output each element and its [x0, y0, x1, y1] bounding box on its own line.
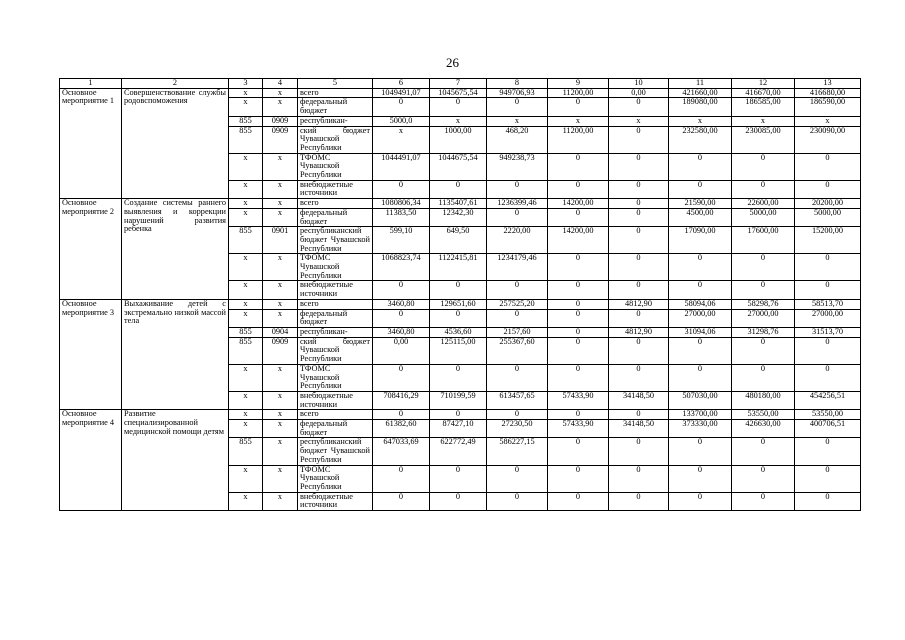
amount-cell: 0	[609, 199, 669, 209]
amount-cell: 14200,00	[548, 199, 609, 209]
section-code: x	[263, 410, 298, 420]
amount-cell: 586227,15	[487, 438, 548, 465]
amount-cell: 22600,00	[732, 199, 795, 209]
grbs-code: x	[229, 492, 263, 510]
amount-cell: 0,00	[609, 88, 669, 98]
amount-cell: 0	[732, 337, 795, 364]
amount-cell: 4812,90	[609, 299, 669, 309]
amount-cell: 257525,20	[487, 299, 548, 309]
amount-cell: 0	[548, 465, 609, 492]
amount-cell: 0	[430, 281, 487, 299]
amount-cell: 0	[487, 465, 548, 492]
amount-cell: 0	[487, 180, 548, 198]
amount-cell: 58298,76	[732, 299, 795, 309]
amount-cell: 14200,00	[548, 227, 609, 254]
section-code: 0909	[263, 116, 298, 126]
section-code: x	[263, 281, 298, 299]
funding-source: федеральный бюджет	[298, 208, 373, 226]
amount-cell: 0	[373, 309, 430, 327]
amount-cell: 27000,00	[795, 309, 861, 327]
amount-cell: 0	[548, 410, 609, 420]
funding-source: федеральный бюджет	[298, 420, 373, 438]
amount-cell: 0	[669, 281, 732, 299]
amount-cell: 454256,51	[795, 391, 861, 409]
section-code: 0909	[263, 337, 298, 364]
grbs-code: x	[229, 364, 263, 391]
section-code: x	[263, 180, 298, 198]
grbs-code: x	[229, 420, 263, 438]
event-name: Выхаживание детей с экстремально низкой массой тела	[122, 299, 229, 409]
page-number: 26	[446, 55, 459, 70]
table-row	[60, 410, 861, 420]
grbs-code: x	[229, 465, 263, 492]
amount-cell: 0	[732, 492, 795, 510]
amount-cell: 0	[609, 438, 669, 465]
amount-cell: 1044675,54	[430, 153, 487, 180]
amount-cell: 0	[795, 465, 861, 492]
column-number-11: 11	[669, 79, 732, 89]
column-number-5: 5	[298, 79, 373, 89]
table-row	[60, 299, 861, 309]
amount-cell: 468,20	[487, 126, 548, 153]
funding-source: республикан-	[298, 327, 373, 337]
amount-cell: 17090,00	[669, 227, 732, 254]
amount-cell: 3460,80	[373, 299, 430, 309]
amount-cell: 0	[609, 126, 669, 153]
amount-cell: 0	[669, 153, 732, 180]
amount-cell: 5000,0	[373, 116, 430, 126]
grbs-code: 855	[229, 337, 263, 364]
amount-cell: 0	[548, 492, 609, 510]
section-code: x	[263, 98, 298, 116]
header-row	[60, 79, 861, 89]
amount-cell: 61382,60	[373, 420, 430, 438]
section-code: x	[263, 492, 298, 510]
financing-table	[59, 78, 861, 511]
amount-cell: 87427,10	[430, 420, 487, 438]
amount-cell: 710199,59	[430, 391, 487, 409]
amount-cell: 11383,50	[373, 208, 430, 226]
grbs-code: x	[229, 208, 263, 226]
amount-cell: 1080806,34	[373, 199, 430, 209]
grbs-code: x	[229, 281, 263, 299]
amount-cell: 0	[487, 98, 548, 116]
amount-cell: 0	[609, 410, 669, 420]
amount-cell: 0	[669, 364, 732, 391]
amount-cell: 1049491,07	[373, 88, 430, 98]
funding-source: всего	[298, 199, 373, 209]
amount-cell: 0	[548, 208, 609, 226]
grbs-code: x	[229, 309, 263, 327]
amount-cell: 1122415,81	[430, 254, 487, 281]
amount-cell: 0	[669, 438, 732, 465]
amount-cell: 0	[795, 364, 861, 391]
funding-source: федеральный бюджет	[298, 98, 373, 116]
amount-cell: 186590,00	[795, 98, 861, 116]
section-code: x	[263, 199, 298, 209]
amount-cell: 0	[669, 492, 732, 510]
amount-cell: x	[373, 126, 430, 153]
amount-cell: 0	[795, 281, 861, 299]
event-label: Основное мероприятие 4	[60, 410, 122, 511]
amount-cell: 0	[732, 438, 795, 465]
amount-cell: 0	[609, 254, 669, 281]
amount-cell: 12342,30	[430, 208, 487, 226]
amount-cell: x	[487, 116, 548, 126]
funding-source: республиканский бюджет Чувашской Республики	[298, 438, 373, 465]
amount-cell: 4812,90	[609, 327, 669, 337]
funding-source: всего	[298, 410, 373, 420]
amount-cell: 0	[609, 227, 669, 254]
amount-cell: 15200,00	[795, 227, 861, 254]
column-number-3: 3	[229, 79, 263, 89]
amount-cell: 0	[430, 492, 487, 510]
funding-source: ский бюджет Чувашской Республики	[298, 126, 373, 153]
funding-source: ТФОМС Чувашской Республики	[298, 153, 373, 180]
amount-cell: 0	[373, 281, 430, 299]
amount-cell: 17600,00	[732, 227, 795, 254]
amount-cell: 0	[795, 153, 861, 180]
event-name: Совершенствование службы родовспоможения	[122, 88, 229, 198]
amount-cell: 34148,50	[609, 420, 669, 438]
amount-cell: x	[609, 116, 669, 126]
amount-cell: 0	[732, 281, 795, 299]
amount-cell: 20200,00	[795, 199, 861, 209]
amount-cell: 57433,90	[548, 391, 609, 409]
amount-cell: 0	[795, 438, 861, 465]
amount-cell: 0	[430, 180, 487, 198]
amount-cell: 0	[548, 254, 609, 281]
amount-cell: 133700,00	[669, 410, 732, 420]
funding-source: федеральный бюджет	[298, 309, 373, 327]
amount-cell: 1135407,61	[430, 199, 487, 209]
amount-cell: 649,50	[430, 227, 487, 254]
amount-cell: 0	[487, 281, 548, 299]
amount-cell: 400706,51	[795, 420, 861, 438]
amount-cell: 0	[795, 180, 861, 198]
amount-cell: 0	[609, 309, 669, 327]
amount-cell: 27230,50	[487, 420, 548, 438]
amount-cell: 1068823,74	[373, 254, 430, 281]
amount-cell: 189080,00	[669, 98, 732, 116]
column-number-4: 4	[263, 79, 298, 89]
amount-cell: 5000,00	[732, 208, 795, 226]
grbs-code: x	[229, 180, 263, 198]
amount-cell: 3460,80	[373, 327, 430, 337]
amount-cell: 232580,00	[669, 126, 732, 153]
column-number-10: 10	[609, 79, 669, 89]
grbs-code: x	[229, 153, 263, 180]
amount-cell: 27000,00	[732, 309, 795, 327]
amount-cell: 0	[373, 180, 430, 198]
amount-cell: 0	[548, 309, 609, 327]
amount-cell: 0	[430, 98, 487, 116]
amount-cell: 0	[609, 153, 669, 180]
funding-source: ТФОМС Чувашской Республики	[298, 254, 373, 281]
event-name: Создание системы раннего выявления и коррекции нарушений развития ребенка	[122, 199, 229, 300]
amount-cell: 708416,29	[373, 391, 430, 409]
amount-cell: 0	[732, 153, 795, 180]
amount-cell: 0,00	[373, 337, 430, 364]
column-number-2: 2	[122, 79, 229, 89]
amount-cell: 0	[669, 337, 732, 364]
amount-cell: 27000,00	[669, 309, 732, 327]
amount-cell: 230085,00	[732, 126, 795, 153]
amount-cell: 31094,06	[669, 327, 732, 337]
grbs-code: x	[229, 88, 263, 98]
amount-cell: 0	[609, 180, 669, 198]
amount-cell: 0	[430, 465, 487, 492]
event-name: Развитие специализированной медицинской помощи детям	[122, 410, 229, 511]
amount-cell: 1234179,46	[487, 254, 548, 281]
amount-cell: 0	[609, 364, 669, 391]
amount-cell: 0	[487, 364, 548, 391]
funding-source: республикан-	[298, 116, 373, 126]
amount-cell: 58513,70	[795, 299, 861, 309]
amount-cell: x	[732, 116, 795, 126]
amount-cell: 1044491,07	[373, 153, 430, 180]
amount-cell: 0	[669, 465, 732, 492]
amount-cell: 0	[548, 153, 609, 180]
column-number-8: 8	[487, 79, 548, 89]
amount-cell: 1000,00	[430, 126, 487, 153]
amount-cell: 0	[548, 364, 609, 391]
section-code: 0901	[263, 227, 298, 254]
event-label: Основное мероприятие 3	[60, 299, 122, 409]
amount-cell: 4500,00	[669, 208, 732, 226]
funding-source: ТФОМС Чувашской Республики	[298, 465, 373, 492]
section-code: 0904	[263, 327, 298, 337]
amount-cell: 0	[487, 309, 548, 327]
section-code: x	[263, 254, 298, 281]
amount-cell: 0	[373, 465, 430, 492]
amount-cell: 0	[548, 337, 609, 364]
section-code: x	[263, 364, 298, 391]
amount-cell: 507030,00	[669, 391, 732, 409]
amount-cell: 0	[548, 327, 609, 337]
amount-cell: 0	[487, 492, 548, 510]
amount-cell: 0	[732, 180, 795, 198]
section-code: x	[263, 391, 298, 409]
amount-cell: 0	[609, 281, 669, 299]
column-number-1: 1	[60, 79, 122, 89]
amount-cell: x	[430, 116, 487, 126]
section-code: 0909	[263, 126, 298, 153]
amount-cell: 58094,06	[669, 299, 732, 309]
grbs-code: x	[229, 410, 263, 420]
amount-cell: 622772,49	[430, 438, 487, 465]
amount-cell: 31298,76	[732, 327, 795, 337]
amount-cell: x	[669, 116, 732, 126]
grbs-code: x	[229, 98, 263, 116]
amount-cell: 0	[609, 337, 669, 364]
amount-cell: 0	[732, 254, 795, 281]
amount-cell: 2157,60	[487, 327, 548, 337]
amount-cell: 0	[548, 299, 609, 309]
column-number-12: 12	[732, 79, 795, 89]
amount-cell: 53550,00	[795, 410, 861, 420]
amount-cell: 0	[795, 337, 861, 364]
amount-cell: 416680,00	[795, 88, 861, 98]
amount-cell: 599,10	[373, 227, 430, 254]
amount-cell: 53550,00	[732, 410, 795, 420]
funding-source: ский бюджет Чувашской Республики	[298, 337, 373, 364]
amount-cell: x	[548, 116, 609, 126]
amount-cell: 255367,60	[487, 337, 548, 364]
amount-cell: 0	[609, 208, 669, 226]
section-code: x	[263, 309, 298, 327]
amount-cell: 0	[609, 465, 669, 492]
amount-cell: 0	[669, 180, 732, 198]
grbs-code: 855	[229, 227, 263, 254]
event-label: Основное мероприятие 1	[60, 88, 122, 198]
table-row	[60, 88, 861, 98]
amount-cell: 0	[373, 364, 430, 391]
grbs-code: x	[229, 299, 263, 309]
funding-source: внебюджетные источники	[298, 281, 373, 299]
amount-cell: 647033,69	[373, 438, 430, 465]
column-number-6: 6	[373, 79, 430, 89]
column-number-7: 7	[430, 79, 487, 89]
amount-cell: 416670,00	[732, 88, 795, 98]
funding-source: внебюджетные источники	[298, 180, 373, 198]
section-code: x	[263, 208, 298, 226]
funding-source: внебюджетные источники	[298, 492, 373, 510]
funding-source: внебюджетные источники	[298, 391, 373, 409]
table-row	[60, 199, 861, 209]
amount-cell: 0	[373, 492, 430, 510]
section-code: x	[263, 153, 298, 180]
grbs-code: 855	[229, 116, 263, 126]
amount-cell: 2220,00	[487, 227, 548, 254]
amount-cell: 5000,00	[795, 208, 861, 226]
amount-cell: 57433,90	[548, 420, 609, 438]
amount-cell: 11200,00	[548, 88, 609, 98]
amount-cell: 0	[548, 180, 609, 198]
amount-cell: 0	[548, 438, 609, 465]
amount-cell: 0	[548, 98, 609, 116]
amount-cell: 129651,60	[430, 299, 487, 309]
amount-cell: 1236399,46	[487, 199, 548, 209]
amount-cell: 0	[373, 410, 430, 420]
amount-cell: 0	[795, 492, 861, 510]
section-code: x	[263, 299, 298, 309]
grbs-code: x	[229, 391, 263, 409]
amount-cell: 0	[487, 410, 548, 420]
amount-cell: 0	[732, 364, 795, 391]
amount-cell: 11200,00	[548, 126, 609, 153]
amount-cell: 230090,00	[795, 126, 861, 153]
section-code: x	[263, 420, 298, 438]
grbs-code: 855	[229, 438, 263, 465]
amount-cell: 0	[609, 98, 669, 116]
section-code: x	[263, 438, 298, 465]
amount-cell: 125115,00	[430, 337, 487, 364]
amount-cell: 0	[430, 364, 487, 391]
amount-cell: 21590,00	[669, 199, 732, 209]
amount-cell: 0	[609, 492, 669, 510]
funding-source: ТФОМС Чувашской Республики	[298, 364, 373, 391]
amount-cell: 949706,93	[487, 88, 548, 98]
amount-cell: 0	[373, 98, 430, 116]
grbs-code: x	[229, 254, 263, 281]
amount-cell: 4536,60	[430, 327, 487, 337]
amount-cell: 0	[430, 410, 487, 420]
amount-cell: 613457,65	[487, 391, 548, 409]
amount-cell: 0	[795, 254, 861, 281]
amount-cell: 426630,00	[732, 420, 795, 438]
amount-cell: 480180,00	[732, 391, 795, 409]
amount-cell: 0	[430, 309, 487, 327]
section-code: x	[263, 465, 298, 492]
amount-cell: 0	[732, 465, 795, 492]
amount-cell: 0	[487, 208, 548, 226]
amount-cell: 949238,73	[487, 153, 548, 180]
amount-cell: 1045675,54	[430, 88, 487, 98]
amount-cell: x	[795, 116, 861, 126]
amount-cell: 0	[548, 281, 609, 299]
amount-cell: 421660,00	[669, 88, 732, 98]
funding-source: всего	[298, 299, 373, 309]
grbs-code: x	[229, 199, 263, 209]
column-number-13: 13	[795, 79, 861, 89]
amount-cell: 31513,70	[795, 327, 861, 337]
column-number-9: 9	[548, 79, 609, 89]
event-label: Основное мероприятие 2	[60, 199, 122, 300]
amount-cell: 186585,00	[732, 98, 795, 116]
amount-cell: 373330,00	[669, 420, 732, 438]
funding-source: всего	[298, 88, 373, 98]
amount-cell: 0	[669, 254, 732, 281]
amount-cell: 34148,50	[609, 391, 669, 409]
grbs-code: 855	[229, 126, 263, 153]
section-code: x	[263, 88, 298, 98]
grbs-code: 855	[229, 327, 263, 337]
funding-source: республиканский бюджет Чувашской Республики	[298, 227, 373, 254]
